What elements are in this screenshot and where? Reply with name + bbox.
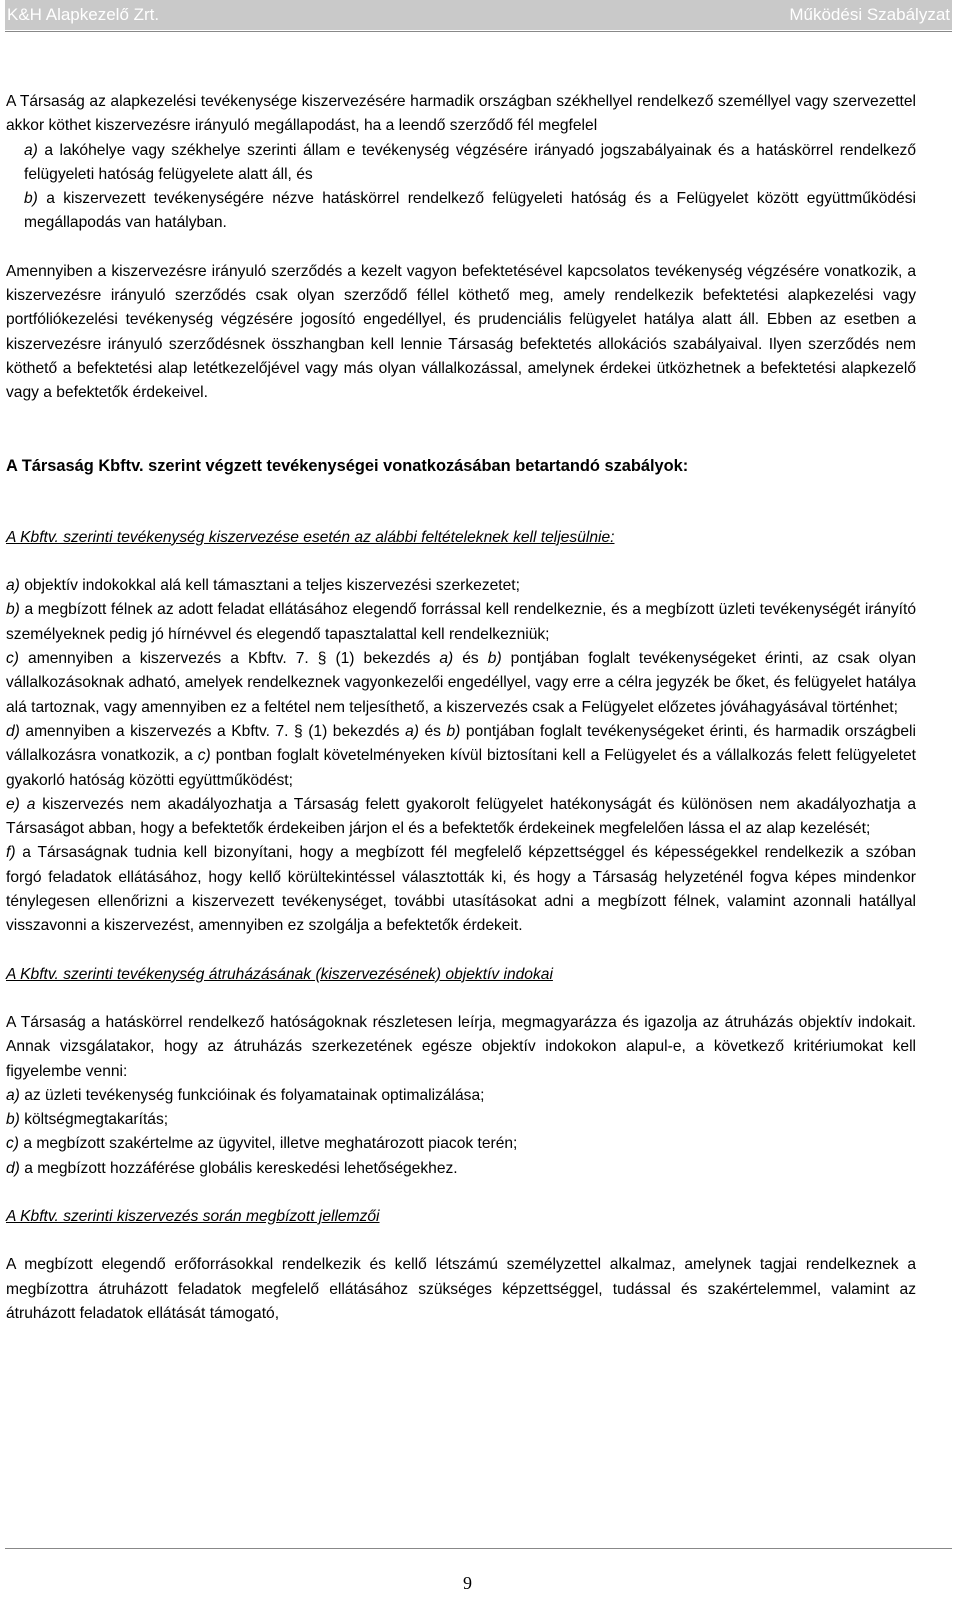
item-label: b) (6, 601, 20, 619)
header-rule (5, 31, 952, 32)
page-header (5, 0, 952, 30)
kbftv-condition-c (6, 647, 916, 720)
paragraph-objective-reasons: A Társaság a hatáskörrel rendelkező hatóságoknak részletesen leírja, megmagyarázza és igazolja az átruházás objektív indokait. Annak vizsgálatakor, hogy az átruházás szerkezetének egésze objektív indokokon alapul-e, a következő kritériumokat kell figyelembe venni: (6, 1013, 916, 1080)
item-label: c) (6, 650, 19, 668)
item-text: a lakóhelye vagy székhelye szerinti állam e tevékenység végzésére irányadó jogszabályainak és a hatáskörrel rendelkező felügyeleti hatóság felügyelete alatt áll, és (24, 141, 916, 183)
subheading-text: A Kbftv. szerinti tevékenység átruházásának (kiszervezésének) objektív indokai (6, 965, 553, 983)
item-text: pontban foglalt követelményeken kívül biztosítani kell a Felügyelet és a vállalkozás felett felügyeletet gyakorló hatóság közötti együttműködést; (6, 747, 916, 789)
paragraph-text: A Társaság az alapkezelési tevékenysége kiszervezésére harmadik országban székhellyel rendelkező személlyel vagy szervezettel akkor köthet kiszervezésre irányuló megállapodást, ha a leendő szerződő fél megfelel (6, 93, 916, 135)
item-label: c) (6, 1135, 19, 1153)
criterion-c (6, 1132, 916, 1156)
item-label: a) (24, 141, 38, 159)
item-ref: b) (446, 722, 461, 740)
item-label: a) (6, 577, 20, 595)
subheading-objective-reasons (6, 963, 916, 987)
item-text: pontjában foglalt tevékenységeket érinti, az csak olyan vállalkozásoknak adható, amelyek rendelkeznek vagyonkezelői engedéllyel, vagy erre a célra jegyzék be őket, és felügyelet hatálya alá tartoznak, vagy amennyiben ez a feltétel nem teljesíthető, a kiszervezés csak a Felügyelet előzetes jóváhagyásával történhet; (6, 650, 916, 716)
page-number: 9 (463, 1573, 472, 1593)
item-text: az üzleti tevékenység funkcióinak és folyamatainak optimalizálása; (19, 1086, 485, 1104)
item-text: a megbízott hozzáférése globális kereskedési lehetőségekhez. (19, 1159, 458, 1177)
criterion-d (6, 1157, 916, 1181)
paragraph-delegate-resources: A megbízott elegendő erőforrásokkal rendelkezik és kellő létszámú személyzettel alkalmaz, amelynek tagjai rendelkeznek a megbízottra átruházott feladatok megfelelő ellátásához szükséges képzettséggel, tudással és szakértelemmel, valamint az átruházott feladatok ellátását támogató, (6, 1256, 916, 1322)
subheading-text: A Kbftv. szerinti tevékenység kiszervezése esetén az alábbi feltételeknek kell teljesülnie: (6, 528, 615, 546)
item-text: amennyiben a kiszervezés a Kbftv. 7. § (1) bekezdés (19, 722, 406, 740)
paragraph-third-country-intro (6, 90, 916, 139)
condition-item-a (6, 139, 916, 188)
item-text: a megbízott szakértelme az ügyvitel, illetve meghatározott piacok terén; (19, 1135, 518, 1153)
item-ref: b) (487, 650, 502, 668)
item-label: d) (6, 722, 20, 740)
kbftv-condition-e (6, 793, 916, 842)
item-label: b) (6, 1111, 20, 1129)
kbftv-condition-f (6, 841, 916, 938)
header-document-title: Működési Szabályzat (789, 5, 950, 24)
footer-rule (5, 1548, 952, 1549)
item-text: kiszervezés nem akadályozhatja a Társaság felett gyakorolt felügyelet hatékonyságát és különösen nem akadályozhatja a Társaságot abban, hogy a befektetők érdekeiben járjon el és a befektetők érdekeinek megfelelően lássa el az alap kezelését; (6, 795, 916, 838)
criterion-a (6, 1084, 916, 1108)
item-label: e) a (6, 795, 36, 813)
section-heading: A Társaság Kbftv. szerint végzett tevékenységei vonatkozásában betartandó szabályok: (6, 456, 689, 475)
paragraph-asset-investment: Amennyiben a kiszervezésre irányuló szerződés a kezelt vagyon befektetésével kapcsolatos tevékenység végzésére vonatkozik, a kiszervezésre irányuló szerződés csak olyan szerződő féllel köthető meg, amely rendelkezik befektetési alapkezelési vagy portfóliókezelési tevékenység végzésére jogosító engedéllyel, és prudenciális felügyelet hatálya alatt áll. Ebben az esetben a kiszervezésre irányuló szerződésnek összhangban kell lennie Társaság befektetés allokációs szabályaival. Ilyen szerződés nem köthető a befektetési alap letétkezelőjével vagy más olyan vállalkozással, amelynek érdekei ütközhetnek a befektetési alapkezelő vagy a befektetők érdekeivel. (6, 262, 916, 402)
criterion-b (6, 1108, 916, 1132)
subheading-conditions (6, 526, 916, 550)
item-ref: a) (405, 722, 419, 740)
item-text: amennyiben a kiszervezés a Kbftv. 7. § (1) bekezdés (19, 650, 440, 668)
kbftv-condition-d (6, 720, 916, 793)
kbftv-condition-a (6, 574, 916, 598)
item-text: költségmegtakarítás; (19, 1111, 169, 1129)
item-text: és (453, 650, 488, 668)
item-text: objektív indokokkal alá kell támasztani a teljes kiszervezési szerkezetet; (19, 577, 520, 595)
item-label: d) (6, 1159, 20, 1177)
item-label: a) (6, 1086, 20, 1104)
item-text: a megbízott félnek az adott feladat ellátásához elegendő forrással kell rendelkeznie, és a megbízott üzleti tevékenységét irányító személyeknek pedig jó hírnévvel és elegendő tapasztalattal kell rendelkezniük; (6, 601, 916, 643)
item-label: b) (24, 190, 38, 208)
item-text: és (418, 722, 447, 740)
item-text: a kiszervezett tevékenységére nézve hatáskörrel rendelkező felügyeleti hatóság és a Felügyelet között együttműködési megállapodás van hatályban. (24, 190, 916, 232)
kbftv-condition-b (6, 598, 916, 647)
item-text: a Társaságnak tudnia kell bizonyítani, hogy a megbízott fél megfelelő képzettséggel és képességekkel rendelkezik a szóban forgó feladatok ellátásához, hogy kellő körültekintéssel választották ki, és hogy a Társaság helyzeténél fogva képes mindenkor ténylegesen ellenőrizni a kiszervezett tevékenységet, további utasításokat adni a megbízott félnek, valamint azonnali hatállyal visszavonni a kiszervezést, amennyiben ez szolgálja a befektetők érdekeit. (6, 844, 916, 935)
item-ref: c) (197, 747, 211, 765)
condition-item-b (6, 187, 916, 236)
document-body (6, 90, 916, 1326)
item-text: pontjában foglalt tevékenységeket érinti, és harmadik országbeli vállalkozásra vonatkozik, a (6, 722, 916, 765)
subheading-text: A Kbftv. szerinti kiszervezés során megbízott jellemzői (6, 1207, 380, 1225)
subheading-delegate-characteristics (6, 1205, 916, 1229)
header-company: K&H Alapkezelő Zrt. (7, 5, 160, 24)
item-ref: a) (439, 650, 454, 668)
item-label: f) (6, 844, 16, 862)
